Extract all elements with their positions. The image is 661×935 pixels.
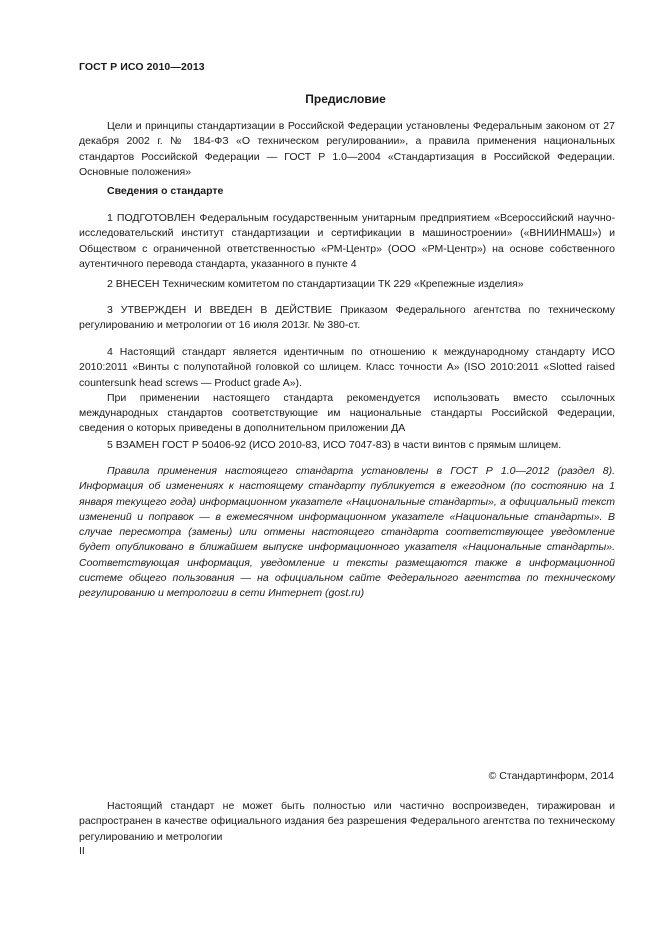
item-2-block <box>79 277 615 292</box>
item-paragraph: 1 ПОДГОТОВЛЕН Федеральным государственным унитарным предприятием «Всероссийский научно-исследовательский институт стандартизации и сертификации в машиностроении» («ВНИИНМАШ») и Обществом с ограниченной ответственностью «РМ-Центр» (ООО «РМ-Центр») на основе собственного аутентичного перевода стандарта, указанного в пункте 4 <box>79 212 615 270</box>
item-paragraph: 4 Настоящий стандарт является идентичным по отношению к международному стандарту ИСО 2010:2011 «Винты с полупотайной головкой со шлицем. Класс точности А» (ISO 2010:2011 «Slotted raised countersunk head screws — Product grade A»). <box>79 346 615 389</box>
application-rules-notice: Правила применения настоящего стандарта установлены в ГОСТ Р 1.0—2012 (раздел 8). Информация об изменениях к настоящему стандарту публикуется в ежегодном (по состоянию на 1 января текущего года) информационном указателе «Национальные стандарты», а официальный текст изменений и поправок — в ежемесячном информационном указателе «Национальные стандарты». В случае пересмотра (замены) или отмены настоящего стандарта соответствующее уведомление будет опубликовано в ближайшем выпуске информационного указателя «Национальные стандарты». Соответствующая информация, уведомление и тексты размещаются также в информационной системе общего пользования — на официальном сайте Федерального агентства по техническому регулированию и метрологии в сети Интернет (gost.ru) <box>79 465 615 600</box>
item-4-block <box>79 345 615 437</box>
standard-info-heading: Сведения о стандарте <box>107 185 224 197</box>
item-paragraph: 3 УТВЕРЖДЕН И ВВЕДЕН В ДЕЙСТВИЕ Приказом Федерального агентства по техническому регулированию и метрологии от 16 июля 2013г. № 380-ст. <box>79 304 615 332</box>
item-3-block <box>79 303 615 334</box>
intro-paragraph: Цели и принципы стандартизации в Российской Федерации установлены Федеральным законом от 27 декабря 2002 г. № 184-ФЗ «О техническом регулировании», а правила применения национальных стандартов Российской Федерации — ГОСТ Р 1.0—2004 «Стандартизация в Российской Федерации. Основные положения» <box>79 120 615 178</box>
copyright-line: © Стандартинформ, 2014 <box>488 770 614 782</box>
item-paragraph: 5 ВЗАМЕН ГОСТ Р 50406-92 (ИСО 2010-83, ИСО 7047-83) в части винтов с прямым шлицем. <box>107 439 562 451</box>
item-5-block <box>79 438 615 453</box>
item-paragraph: При применении настоящего стандарта рекомендуется использовать вместо ссылочных международных стандартов соответствующие им национальные стандарты Российской Федерации, сведения о которых приведены в дополнительном приложении ДА <box>79 391 615 435</box>
item-paragraph: 2 ВНЕСЕН Техническим комитетом по стандартизации ТК 229 «Крепежные изделия» <box>107 278 524 290</box>
item-1-block <box>79 211 615 272</box>
reproduction-notice: Настоящий стандарт не может быть полностью или частично воспроизведен, тиражирован и распространен в качестве официального издания без разрешения Федерального агентства по техническому регулированию и метрологии <box>79 800 615 843</box>
page-number: II <box>79 845 85 857</box>
page-title: Предисловие <box>305 92 386 106</box>
document-number-header: ГОСТ Р ИСО 2010—2013 <box>79 61 205 73</box>
intro-block <box>79 119 615 180</box>
